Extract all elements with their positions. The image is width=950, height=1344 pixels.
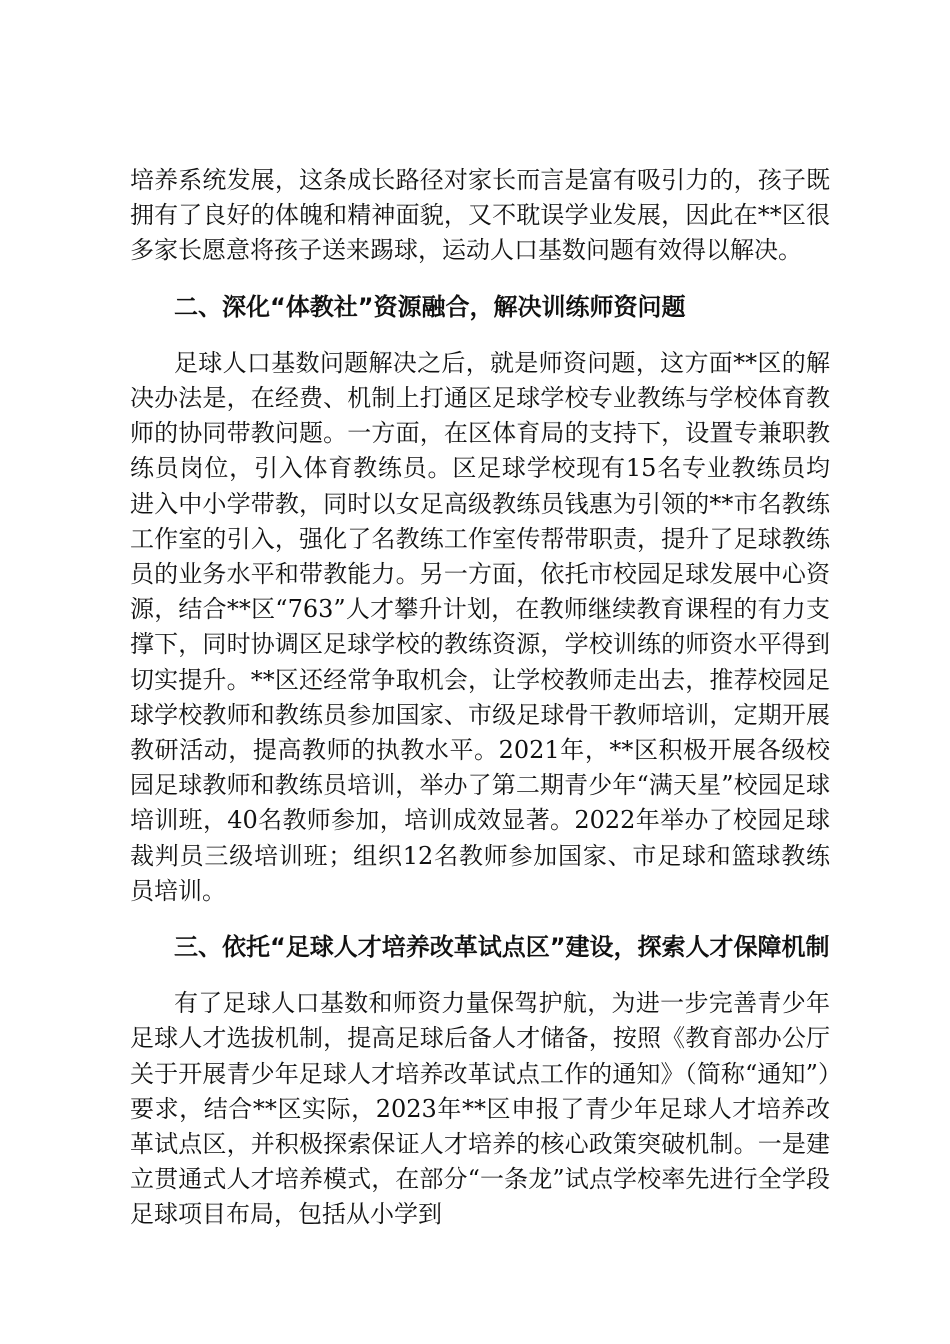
section-heading-2: 二、深化“体教社”资源融合，解决训练师资问题 bbox=[174, 292, 686, 321]
paragraph-talent-mechanism: 有了足球人口基数和师资力量保驾护航，为进一步完善青少年足球人才选拔机制，提高足球后备人才储备，按照《教育部办公厅关于开展青少年足球人才培养改革试点工作的通知》（简称“通知”）要求，结合**区实际，2023年**区申报了青少年足球人才培养改革试点区，并积极探索保证人才培养的核心政策突破机制。一是建立贯通式人才培养模式，在部分“一条龙”试点学校率先进行全学段足球项目布局，包括从小学到 bbox=[130, 989, 830, 1229]
paragraph-continuation: 培养系统发展，这条成长路径对家长而言是富有吸引力的，孩子既拥有了良好的体魄和精神面貌，又不耽误学业发展，因此在**区很多家长愿意将孩子送来踢球，运动人口基数问题有效得以解决。 bbox=[130, 166, 830, 265]
paragraph-teacher-resources: 足球人口基数问题解决之后，就是师资问题，这方面**区的解决办法是，在经费、机制上打通区足球学校专业教练与学校体育教师的协同带教问题。一方面，在区体育局的支持下，设置专兼职教练员岗位，引入体育教练员。区足球学校现有15名专业教练员均进入中小学带教，同时以女足高级教练员钱惠为引领的**市名教练工作室的引入，强化了名教练工作室传帮带职责，提升了足球教练员的业务水平和带教能力。另一方面，依托市校园足球发展中心资源，结合**区“763”人才攀升计划，在教师继续教育课程的有力支撑下，同时协调区足球学校的教练资源，学校训练的师资水平得到切实提升。**区还经常争取机会，让学校教师走出去，推荐校园足球学校教师和教练员参加国家、市级足球骨干教师培训，定期开展教研活动，提高教师的执教水平。2021年，**区积极开展各级校园足球教师和教练员培训，举办了第二期青少年“满天星”校园足球培训班，40名教师参加，培训成效显著。2022年举办了校园足球裁判员三级培训班；组织12名教师参加国家、市足球和篮球教练员培训。 bbox=[130, 348, 830, 905]
document-body bbox=[130, 163, 830, 1233]
section-heading-3: 三、依托“足球人才培养改革试点区”建设，探索人才保障机制 bbox=[174, 933, 830, 962]
